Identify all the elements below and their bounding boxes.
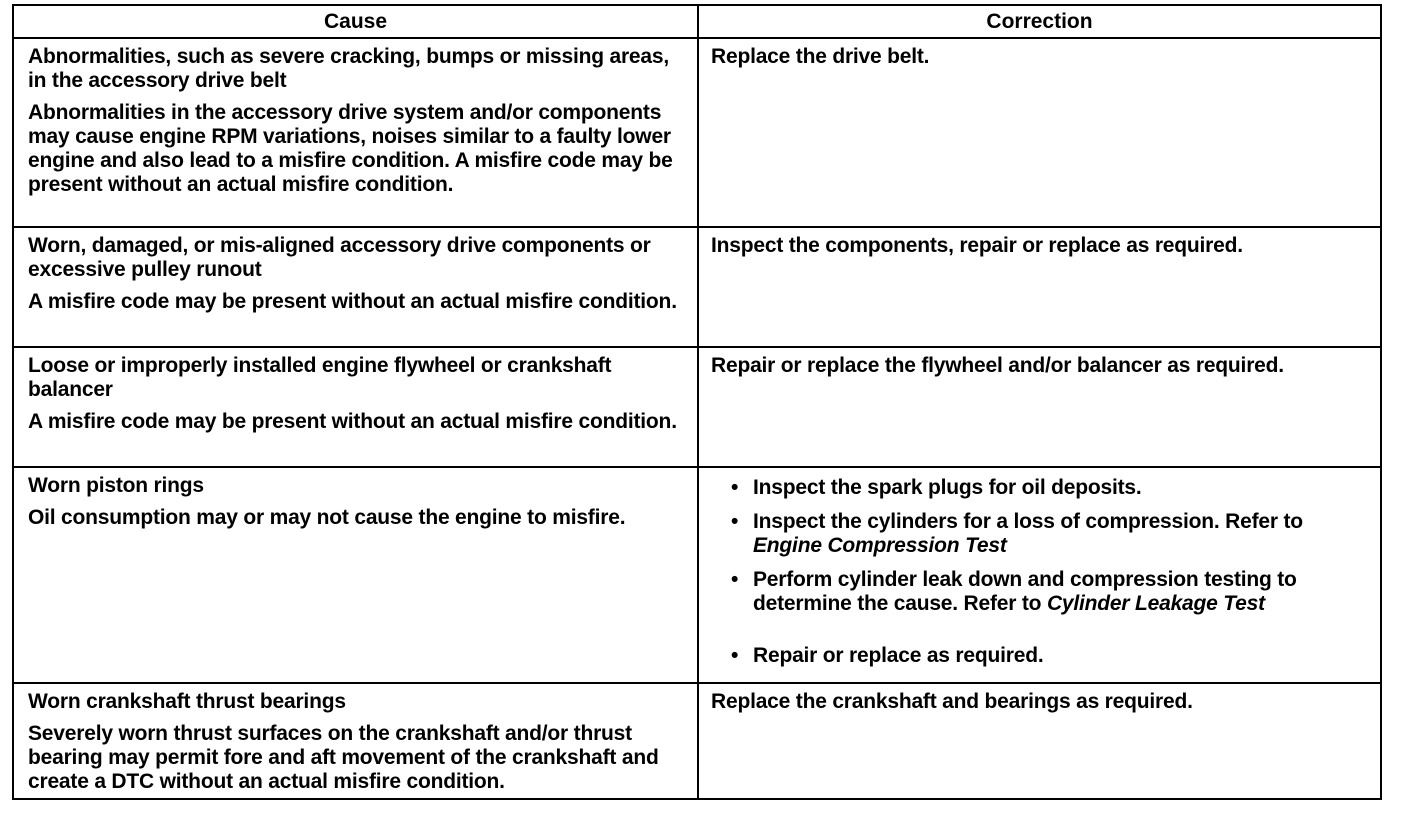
reference-link[interactable]: Cylinder Leakage Test [1046, 592, 1265, 615]
bullet-icon: • [731, 510, 739, 533]
table-row [13, 347, 1381, 467]
cause-note: Oil consumption may or may not cause the engine to misfire. [28, 506, 626, 529]
step-text: Inspect the cylinders for a loss of compression. Refer to [753, 510, 1303, 533]
bullet-icon: • [731, 568, 739, 591]
table-row [13, 38, 1381, 227]
table-row [13, 683, 1381, 799]
reference-link[interactable]: Engine Compression Test [753, 534, 1007, 557]
cause-note: Severely worn thrust surfaces on the crankshaft and/or thrust bearing may permit fore and aft movement of the crankshaft and create a DTC without an actual misfire condition. [28, 722, 659, 793]
step-text: Perform cylinder leak down and compression testing to determine the cause. Refer to [753, 568, 1297, 615]
cause-title: Loose or improperly installed engine flywheel or crankshaft balancer [28, 354, 612, 401]
step-text: Inspect the spark plugs for oil deposits. [753, 476, 1142, 499]
cause-title: Worn crankshaft thrust bearings [28, 690, 346, 713]
cause-note: A misfire code may be present without an actual misfire condition. [28, 410, 677, 433]
bullet-icon: • [731, 476, 739, 499]
diagnosis-table [12, 4, 1382, 800]
table-row [13, 227, 1381, 347]
cause-title: Worn, damaged, or mis-aligned accessory drive components or excessive pulley runout [28, 234, 651, 281]
correction-cell: Inspect the components, repair or replace as required. [698, 227, 1381, 347]
cause-title: Abnormalities, such as severe cracking, bumps or missing areas, in the accessory drive belt [28, 45, 670, 92]
cause-title: Worn piston rings [28, 474, 204, 497]
cause-cell [13, 683, 698, 799]
step-item [731, 510, 1370, 558]
header-cause: Cause [13, 5, 698, 38]
header-row [13, 5, 1381, 38]
header-correction: Correction [698, 5, 1381, 38]
cause-cell [13, 38, 698, 227]
step-text: Repair or replace as required. [753, 644, 1044, 667]
correction-cell: Replace the crankshaft and bearings as required. [698, 683, 1381, 799]
cause-cell [13, 347, 698, 467]
correction-cell: Replace the drive belt. [698, 38, 1381, 227]
bullet-icon: • [731, 644, 739, 667]
correction-steps [711, 474, 1370, 668]
table-row [13, 467, 1381, 683]
correction-cell [698, 467, 1381, 683]
cause-cell [13, 467, 698, 683]
cause-note: A misfire code may be present without an actual misfire condition. [28, 290, 677, 313]
correction-cell: Repair or replace the flywheel and/or balancer as required. [698, 347, 1381, 467]
step-item [731, 568, 1370, 616]
cause-note: Abnormalities in the accessory drive system and/or components may cause engine RPM variations, noises similar to a faulty lower engine and also lead to a misfire condition. A misfire code may be present without an actual misfire condition. [28, 101, 673, 196]
step-item [731, 476, 1370, 500]
cause-cell [13, 227, 698, 347]
step-item [731, 644, 1370, 668]
